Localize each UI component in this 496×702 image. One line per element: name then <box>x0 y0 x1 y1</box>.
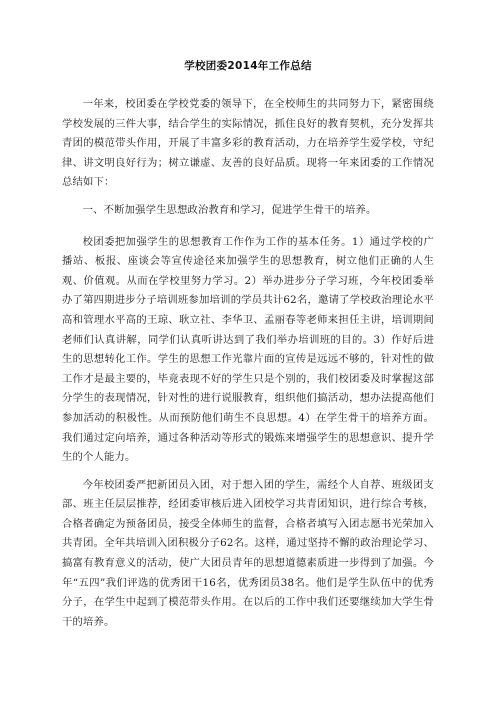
document-title: 学校团委2014年工作总结 <box>184 60 312 72</box>
body-paragraph-2: 今年校团委严把新团员入团，对于想入团的学生，需经个人自荐、班级团支部、班主任层层推荐，经团委审核后进入团校学习共青团知识，进行综合考核，合格者确定为预备团员，接受全体师生的监督，合格者填写入团志愿书光荣加入共青团。全年共培训入团积极分子62名。这样，通过坚持不懈的政治理论学习、搞富有教育意义的活动，使广大团员青年的思想道德素质进一步得到了加强。今年“五四”我们评选的优秀团干16名，优秀团员38名。他们是学生队伍中的优秀分子，在学生中起到了模范带头作用。在以后的工作中我们还要继续加大学生骨干的培养。 <box>62 478 434 628</box>
intro-paragraph: 一年来，校团委在学校党委的领导下，在全校师生的共同努力下，紧密围绕学校发展的三件大事，结合学生的实际情况，抓住良好的教育契机，充分发挥共青团的模范带头作用，开展了丰富多彩的教育活动，力在培养学生爱学校，守纪律、讲文明良好行为；树立谦虚、友善的良好品质。现将一年来团委的工作情况总结如下： <box>62 98 434 189</box>
body-paragraph-1: 校团委把加强学生的思想教育工作作为工作的基本任务。1）通过学校的广播站、板报、座谈会等宣传途径来加强学生的思想教育，树立他们正确的人生观、价值观。从而在学校里努力学习。2）举办进步分子学习班，今年校团委举办了第四期进步分子培训班参加培训的学员共计62名，邀请了学校政治理论水平高和管理水平高的王琼、耿立社、李华卫、孟丽春等老师来担任主讲，培训期间老师们认真讲解，同学们认真听讲达到了我们举办培训班的目的。3）作好后进生的思想转化工作。学生的思想工作光靠片面的宣传是远远不够的，针对性的做工作才是最主要的，毕竟表现不好的学生只是个别的，我们校团委及时掌握这部分学生的表现情况，针对性的进行说服教育，组织他们搞活动，想办法提高他们参加活动的积极性。从而预防他们萌生不良思想。4）在学生骨干的培养方面。我们通过定向培养，通过各种活动等形式的锻炼来增强学生的思想意识、提升学生的个人能力。 <box>62 235 434 464</box>
section-heading: 一、不断加强学生思想政治教育和学习，促进学生骨干的培养。 <box>82 203 377 216</box>
